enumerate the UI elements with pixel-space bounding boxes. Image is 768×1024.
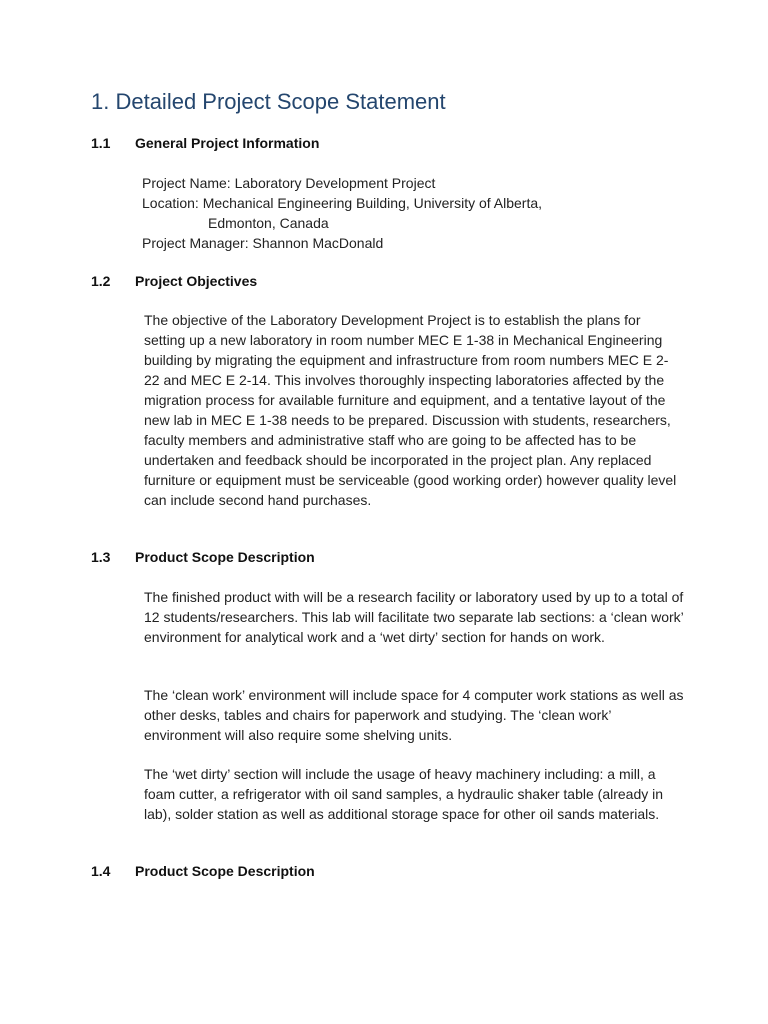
- project-name-row: [142, 173, 542, 193]
- manager-row: [142, 233, 542, 253]
- section-title: Product Scope Description: [135, 549, 315, 565]
- location-value-line1: Mechanical Engineering Building, University of Alberta,: [202, 195, 543, 211]
- section-heading-1-3: [91, 549, 315, 565]
- section-number: 1.4: [91, 863, 111, 879]
- section-heading-1-4: [91, 863, 315, 879]
- project-name-label: Project Name:: [142, 175, 231, 191]
- location-value-line2: Edmonton, Canada: [208, 215, 329, 231]
- manager-label: Project Manager:: [142, 235, 249, 251]
- location-row: [142, 193, 542, 213]
- section-heading-1-2: [91, 273, 257, 289]
- section-number: 1.3: [91, 549, 111, 565]
- project-name-value: Laboratory Development Project: [234, 175, 436, 191]
- manager-value: Shannon MacDonald: [252, 235, 384, 251]
- objectives-paragraph: The objective of the Laboratory Development Project is to establish the plans for setting up a new laboratory in room number MEC E 1-38 in Mechanical Engineering building by migrating the equipment and infrastructure from room numbers MEC E 2-22 and MEC E 2-14. This involves thoroughly inspecting laboratories affected by the migration process for available furniture and equipment, and a tentative layout of the new lab in MEC E 1-38 needs to be prepared. Discussion with students, researchers, faculty members and administrative staff who are going to be affected has to be undertaken and feedback should be incorporated in the project plan. Any replaced furniture or equipment must be serviceable (good working order) however quality level can include second hand purchases.: [144, 312, 677, 508]
- page-title: 1. Detailed Project Scope Statement: [91, 89, 446, 114]
- location-label: Location:: [142, 195, 199, 211]
- section-heading-1-1: [91, 135, 319, 151]
- scope-paragraph-1: The finished product with will be a research facility or laboratory used by up to a total of 12 students/researchers. This lab will facilitate two separate lab sections: a ‘clean work’ environment for analytical work and a ‘wet dirty’ section for hands on work.: [144, 589, 684, 645]
- general-info-block: [142, 173, 542, 253]
- section-title: Project Objectives: [135, 273, 258, 289]
- section-number: 1.1: [91, 135, 111, 151]
- location-row-cont: [142, 213, 542, 233]
- section-title: Product Scope Description: [135, 863, 315, 879]
- scope-paragraph-2: The ‘clean work’ environment will include space for 4 computer work stations as well as other desks, tables and chairs for paperwork and studying. The ‘clean work’ environment will also require some shelving units.: [144, 687, 684, 743]
- scope-paragraph-3: The ‘wet dirty’ section will include the usage of heavy machinery including: a mill, a foam cutter, a refrigerator with oil sand samples, a hydraulic shaker table (already in lab), solder station as well as additional storage space for other oil sands materials.: [144, 766, 664, 822]
- section-title: General Project Information: [135, 135, 320, 151]
- section-number: 1.2: [91, 273, 111, 289]
